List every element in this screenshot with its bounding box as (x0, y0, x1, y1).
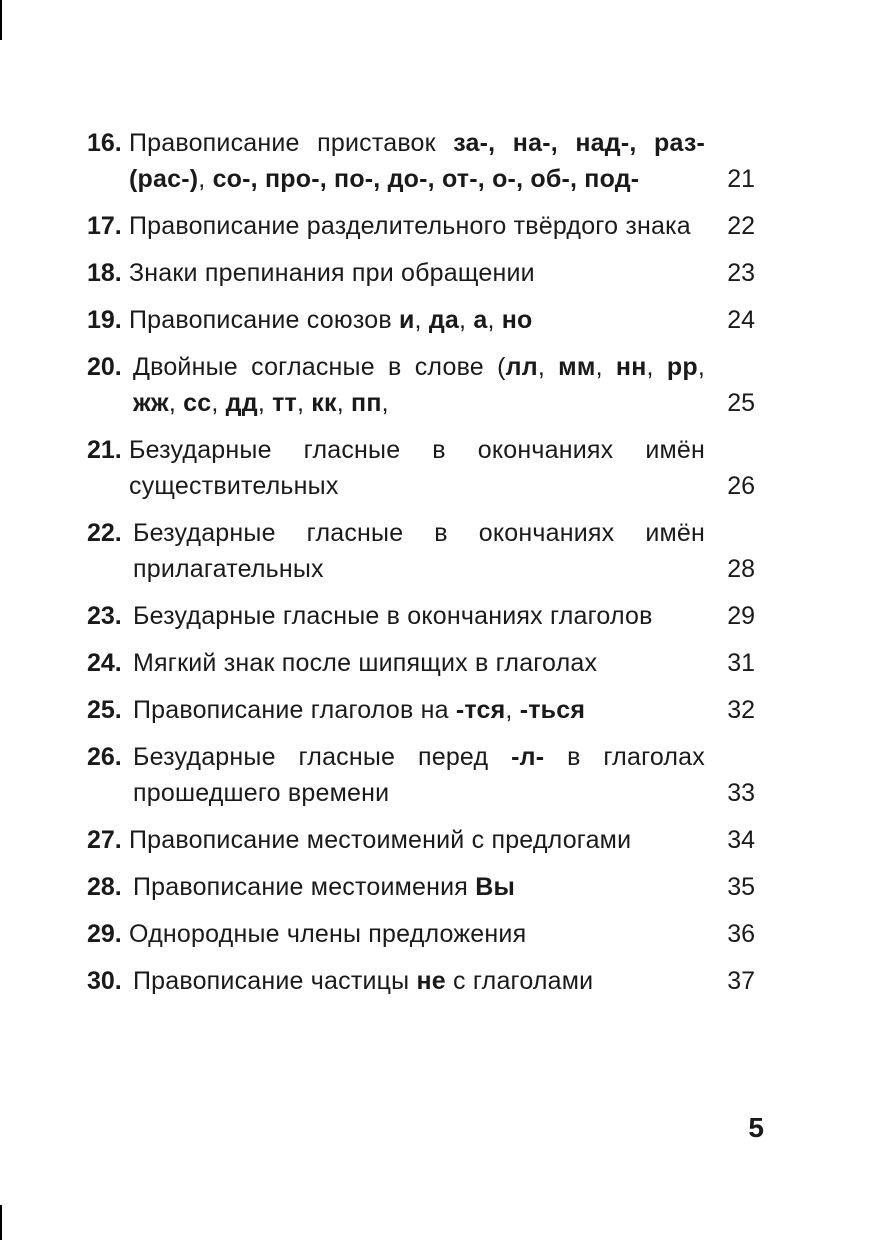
entry-number: 25. (87, 696, 122, 724)
entry-title: Двойные согласные в слове (лл, мм, нн, рр, жж, сс, дд, тт, кк, пп, (133, 353, 705, 417)
entry-page: 21 (727, 165, 755, 193)
entry-page: 29 (727, 602, 755, 630)
entry-title: Знаки препинания при обращении (129, 259, 535, 287)
toc-entry (87, 349, 767, 421)
entry-page: 25 (727, 389, 755, 417)
toc-entry (87, 255, 767, 291)
entry-title: Безударные гласные в окончаниях глаголов (133, 602, 653, 630)
toc-entry (87, 598, 767, 634)
entry-number: 23. (87, 602, 122, 630)
crop-mark-top (0, 0, 2, 40)
entry-number: 17. (87, 212, 122, 240)
entry-page: 26 (727, 472, 755, 500)
entry-title: Правописание разделительного твёрдого знака (129, 212, 691, 240)
entry-page: 28 (727, 555, 755, 583)
entry-number: 16. (87, 129, 122, 157)
toc-entry (87, 963, 767, 999)
toc-entry (87, 208, 767, 244)
entry-page: 31 (727, 649, 755, 677)
toc-entry (87, 916, 767, 952)
entry-number: 29. (87, 920, 122, 948)
entry-title: Правописание частицы не с глаголами (133, 967, 594, 995)
toc-entry (87, 692, 767, 728)
toc-entry (87, 125, 767, 197)
entry-title: Правописание местоимений с предлогами (129, 826, 632, 854)
entry-title: Мягкий знак после шипящих в глаголах (133, 649, 598, 677)
toc-entry (87, 869, 767, 905)
entry-number: 30. (87, 967, 122, 995)
entry-number: 22. (87, 519, 122, 547)
entry-title: Правописание приставок за-, на-, над-, раз- (рас-), со-, про-, по-, до-, от-, о-, об-, под- (129, 129, 706, 193)
entry-number: 20. (87, 353, 122, 381)
toc-entry (87, 739, 767, 811)
entry-page: 22 (727, 212, 755, 240)
entry-title: Правописание глаголов на -тся, -ться (133, 696, 586, 724)
entry-page: 35 (727, 873, 755, 901)
toc-entry (87, 515, 767, 587)
toc-entry (87, 645, 767, 681)
entry-title: Безударные гласные в окончаниях имён прилагательных (133, 519, 705, 583)
entry-title: Безударные гласные перед -л- в глаголах прошедшего времени (133, 743, 705, 807)
entry-page: 23 (727, 259, 755, 287)
entry-number: 24. (87, 649, 122, 677)
toc-entry (87, 302, 767, 338)
entry-title: Правописание союзов и, да, а, но (129, 306, 533, 334)
entry-number: 27. (87, 826, 122, 854)
entry-page: 36 (727, 920, 755, 948)
entry-number: 21. (87, 436, 122, 464)
toc-entry (87, 432, 767, 504)
toc-entry (87, 822, 767, 858)
entry-number: 28. (87, 873, 122, 901)
entry-number: 18. (87, 259, 122, 287)
entry-page: 33 (727, 779, 755, 807)
entry-page: 34 (727, 826, 755, 854)
page-number: 5 (748, 1112, 764, 1143)
table-of-contents (87, 125, 767, 1010)
entry-page: 37 (727, 967, 755, 995)
entry-number: 19. (87, 306, 122, 334)
entry-number: 26. (87, 743, 122, 771)
entry-title: Безударные гласные в окончаниях имён существительных (129, 436, 705, 500)
entry-page: 32 (727, 696, 755, 724)
entry-title: Правописание местоимения Вы (133, 873, 515, 901)
entry-title: Однородные члены предложения (129, 920, 527, 948)
crop-mark-bottom (0, 1205, 2, 1240)
entry-page: 24 (727, 306, 755, 334)
